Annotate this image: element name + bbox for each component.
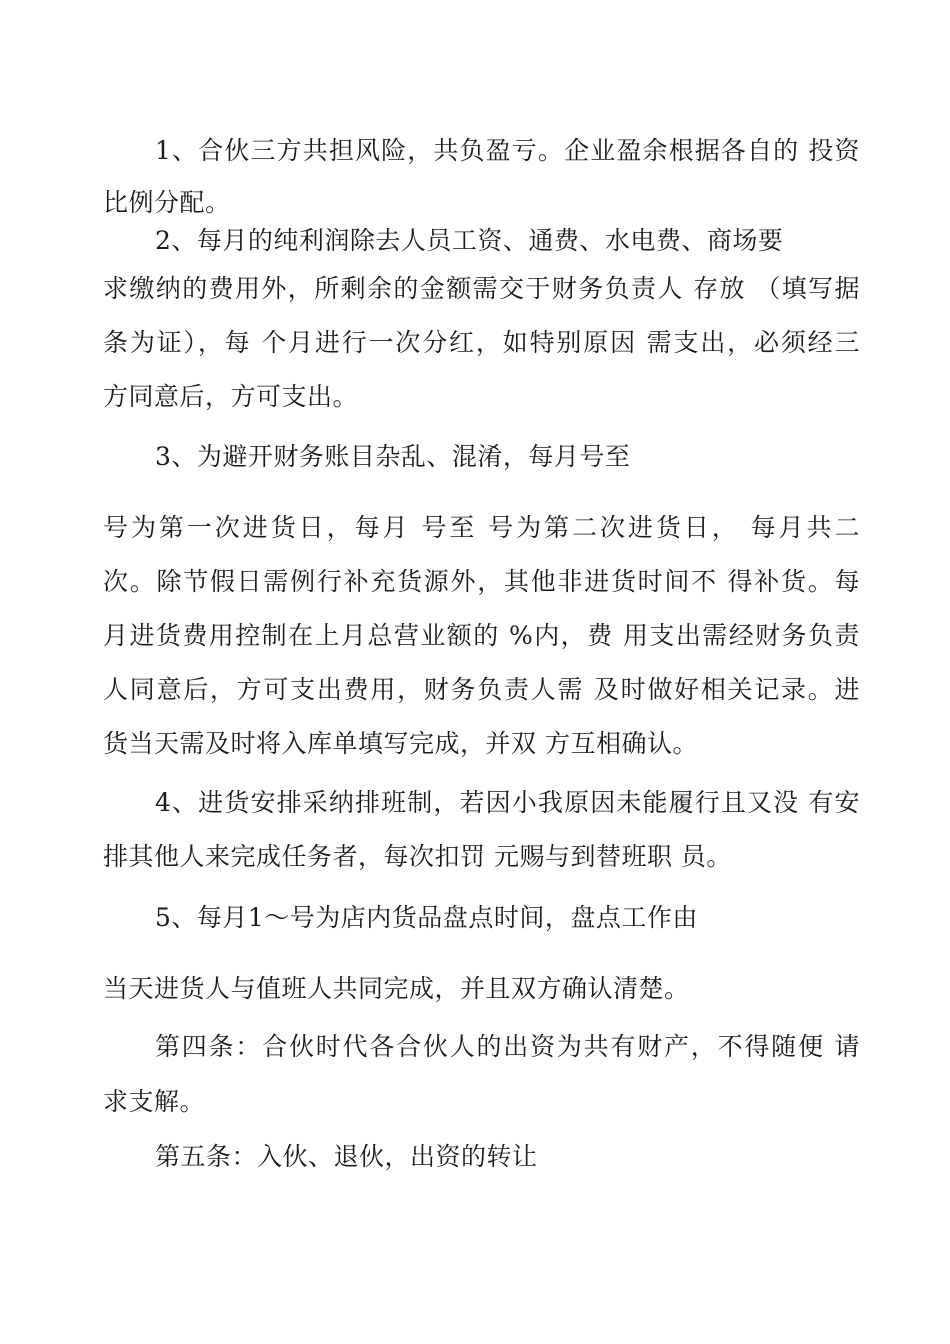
text-line: 求缴纳的费用外，所剩余的金额需交于财务负责人 存放 （填写据 xyxy=(103,274,860,303)
text-line: 号为第一次进货日，每月 号至 号为第二次进货日， 每月共二 xyxy=(103,513,860,542)
text-line: 方同意后，方可支出。 xyxy=(103,382,359,411)
text-line: 次。除节假日需例行补充货源外，其他非进货时间不 得补货。每 xyxy=(103,567,860,596)
text-line: 人同意后，方可支出费用，财务负责人需 及时做好相关记录。进 xyxy=(103,675,860,704)
text-line: 4、进货安排采纳排班制，若因小我原因未能履行且又没 有安 xyxy=(155,788,860,817)
text-line: 求支解。 xyxy=(103,1087,206,1116)
text-line: 排其他人来完成任务者，每次扣罚 元赐与到替班职 员。 xyxy=(103,842,732,871)
text-line: 2、每月的纯利润除去人员工资、通费、水电费、商场要 xyxy=(155,226,784,255)
text-line: 1、合伙三方共担风险，共负盈亏。企业盈余根据各自的 投资 xyxy=(155,136,860,165)
text-line: 第五条：入伙、退伙，出资的转让 xyxy=(155,1142,538,1171)
text-line: 5、每月1〜号为店内货品盘点时间，盘点工作由 xyxy=(155,903,698,932)
text-line: 3、为避开财务账目杂乱、混淆，每月号至 xyxy=(155,442,631,471)
text-line: 第四条：合伙时代各合伙人的出资为共有财产，不得随便 请 xyxy=(155,1032,860,1061)
text-line: 货当天需及时将入库单填写完成，并双 方互相确认。 xyxy=(103,729,698,758)
text-line: 月进货费用控制在上月总营业额的 %内，费 用支出需经财务负责 xyxy=(103,621,860,650)
text-line: 条为证），每 个月进行一次分红，如特别原因 需支出，必须经三 xyxy=(103,328,860,357)
text-line: 当天进货人与值班人共同完成，并且双方确认清楚。 xyxy=(103,974,690,1003)
text-line: 比例分配。 xyxy=(103,188,231,217)
